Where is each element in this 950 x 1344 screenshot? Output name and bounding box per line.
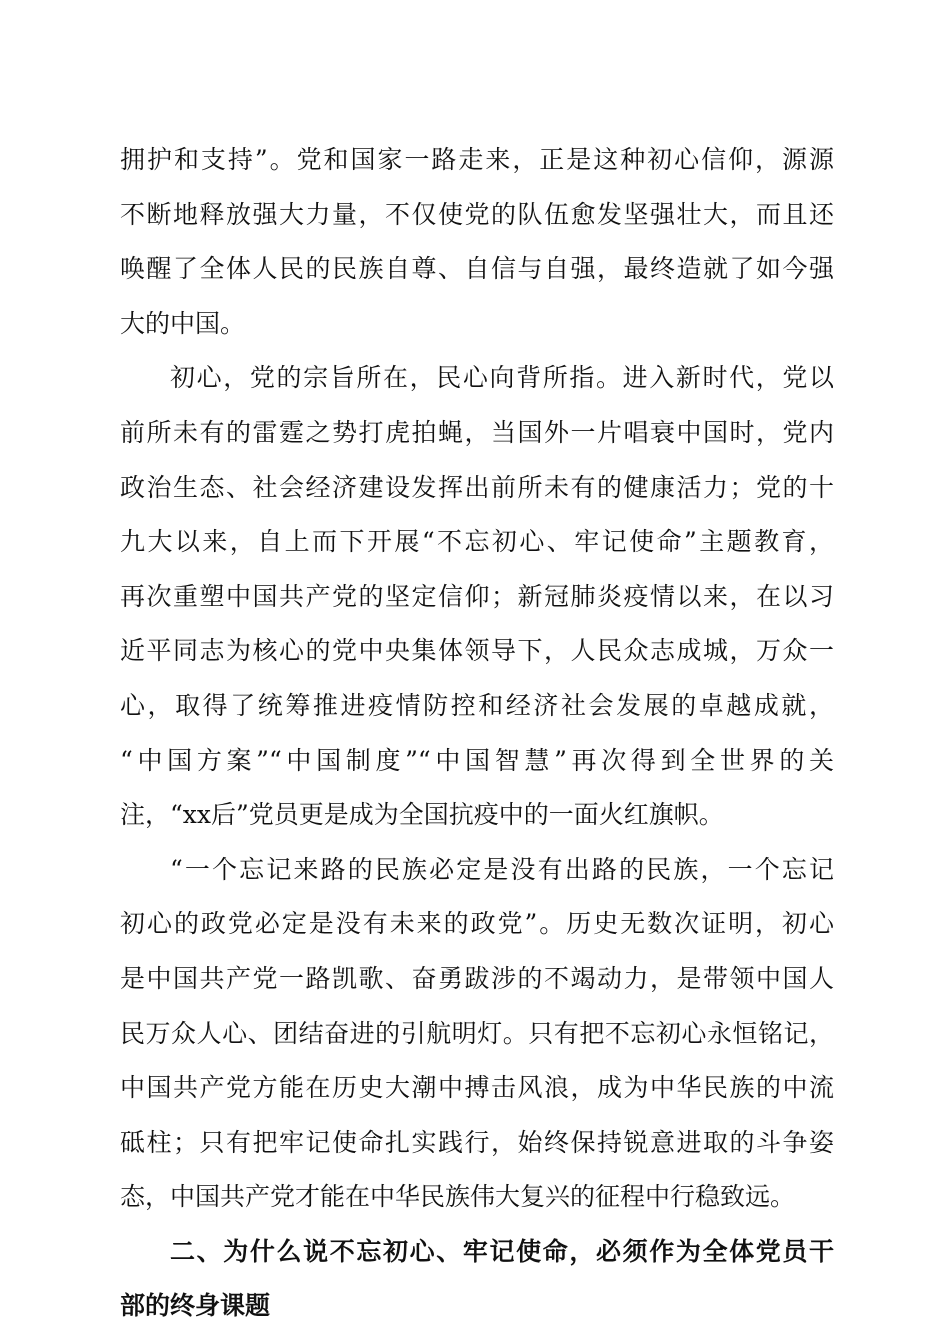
heading-line: 二、为什么说不忘初心、牢记使命，必须作为全体党员干	[170, 1236, 834, 1266]
paragraph-line: “中国方案”“中国制度”“中国智慧”再次得到全世界的关	[120, 745, 834, 775]
paragraph-line: 前所未有的雷霆之势打虎拍蝇，当国外一片唱衰中国时，党内	[120, 417, 834, 447]
paragraph-line: 拥护和支持”。党和国家一路走来，正是这种初心信仰，源源	[120, 145, 834, 174]
paragraph-line: 心，取得了统筹推进疫情防控和经济社会发展的卓越成就，	[120, 690, 834, 720]
paragraph-line: 大的中国。	[120, 308, 246, 338]
paragraph-line: 砥柱；只有把牢记使命扎实践行，始终保持锐意进取的斗争姿	[120, 1127, 834, 1157]
paragraph-line: 再次重塑中国共产党的坚定信仰；新冠肺炎疫情以来，在以习	[120, 581, 834, 611]
paragraph-line: 近平同志为核心的党中央集体领导下，人民众志成城，万众一	[120, 636, 834, 666]
document-body	[120, 133, 834, 1334]
paragraph-line: 初心的政党必定是没有未来的政党”。历史无数次证明，初心	[120, 909, 834, 939]
paragraph-2	[120, 351, 834, 842]
paragraph-line: 注，“xx后”党员更是成为全国抗疫中的一面火红旗帜。	[120, 800, 724, 830]
paragraph-line: 民万众人心、团结奋进的引航明灯。只有把不忘初心永恒铭记，	[120, 1018, 834, 1048]
paragraph-1	[120, 133, 834, 351]
paragraph-line: “一个忘记来路的民族必定是没有出路的民族，一个忘记	[170, 854, 834, 884]
paragraph-line: 不断地释放强大力量，不仅使党的队伍愈发坚强壮大，而且还	[120, 199, 834, 229]
paragraph-line: 中国共产党方能在历史大潮中搏击风浪，成为中华民族的中流	[120, 1073, 834, 1103]
paragraph-line: 态，中国共产党才能在中华民族伟大复兴的征程中行稳致远。	[120, 1182, 796, 1212]
paragraph-line: 政治生态、社会经济建设发挥出前所未有的健康活力；党的十	[120, 472, 834, 502]
section-heading	[120, 1225, 834, 1334]
paragraph-3	[120, 843, 834, 1225]
paragraph-line: 唤醒了全体人民的民族自尊、自信与自强，最终造就了如今强	[120, 254, 834, 284]
heading-line: 部的终身课题	[120, 1291, 271, 1321]
paragraph-line: 初心，党的宗旨所在，民心向背所指。进入新时代，党以	[170, 363, 834, 393]
paragraph-line: 九大以来，自上而下开展“不忘初心、牢记使命”主题教育，	[120, 527, 834, 557]
paragraph-line: 是中国共产党一路凯歌、奋勇跋涉的不竭动力，是带领中国人	[120, 963, 834, 993]
